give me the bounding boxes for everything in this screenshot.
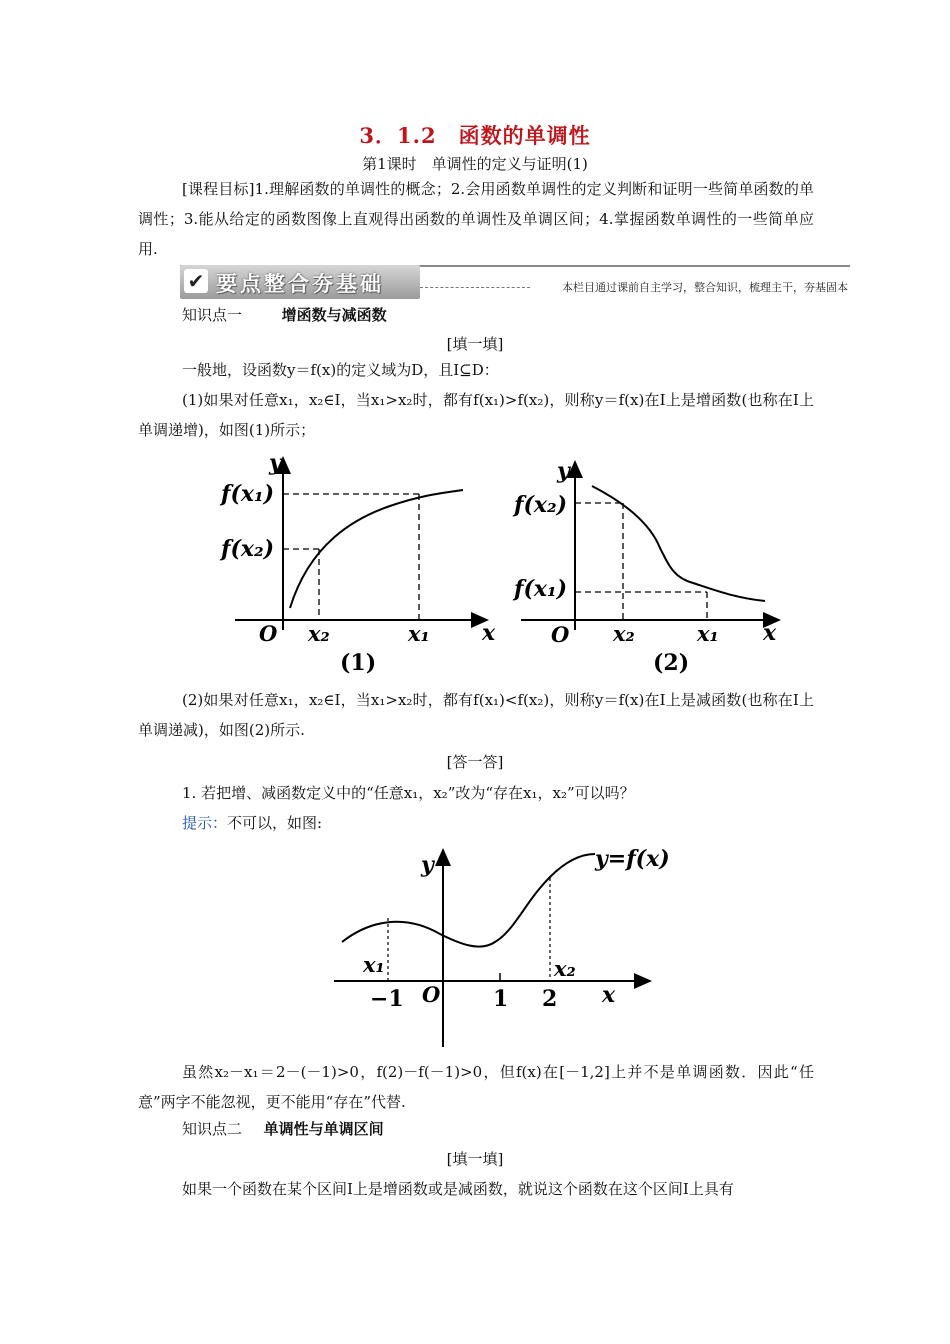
kp1-intro: 一般地，设函数y＝f(x)的定义域为D，且I⊆D：	[182, 361, 499, 379]
graph2-x2: x₂	[613, 621, 635, 646]
graph2-y-label: y	[557, 458, 570, 484]
graph1-caption: (1)	[340, 650, 377, 676]
graph2-x1: x₁	[697, 621, 719, 646]
kp2-fill-tag: [填一填]	[446, 1150, 504, 1168]
graph1-y-label: y	[269, 450, 282, 476]
kp1-fill-tag: [填一填]	[446, 335, 504, 353]
graph1-fx2: f(x₂)	[221, 536, 275, 562]
kp2-heading	[182, 1118, 384, 1139]
banner-dashed-line	[420, 287, 530, 288]
kp1-title: 增函数与减函数	[281, 306, 387, 324]
kp2-label: 知识点二	[182, 1120, 243, 1138]
hint-text: 不可以，如图:	[227, 814, 323, 832]
banner-subtitle: 本栏目通过课前自主学习，整合知识，梳理主干，夯基固本	[562, 281, 848, 294]
qa-tag: [答一答]	[446, 753, 504, 771]
qa-explanation: 虽然x₂－x₁＝2－(－1)>0，f(2)－f(－1)>0，但f(x)在[－1,2]上并不是单调函数．因此“任意”两字不能忽视，更不能用“存在”代替.	[138, 1063, 814, 1111]
graph3-x-label: x	[602, 982, 616, 1008]
section-banner	[180, 265, 850, 301]
graph-increasing	[219, 450, 496, 676]
qa-hint	[138, 808, 814, 838]
qa-question-1: 1. 若把增、减函数定义中的“任意x₁，x₂”改为“存在x₁，x₂”可以吗？	[182, 784, 635, 802]
graph2-origin: O	[551, 622, 570, 647]
monotonic-graphs-figure	[215, 448, 795, 680]
kp1-heading	[182, 304, 387, 325]
counterexample-graph	[330, 842, 670, 1052]
course-objectives	[138, 174, 814, 264]
graph1-x-label: x	[482, 620, 496, 646]
graph3-curve	[342, 854, 595, 947]
objectives-label: [课程目标]	[182, 180, 255, 198]
graph3-origin: O	[422, 982, 441, 1007]
page-subtitle: 第1课时 单调性的定义与证明(1)	[362, 155, 588, 173]
checkmark-icon: ✔	[184, 269, 208, 293]
graph3-x2: x₂	[554, 956, 576, 981]
graph2-x-label: x	[763, 620, 777, 646]
kp1-def-decreasing: (2)如果对任意x₁，x₂∈I，当x₁>x₂时，都有f(x₁)<f(x₂)，则称y＝f(x)在I上是减函数(也称在I上单调递减)，如图(2)所示.	[138, 691, 814, 739]
kp2-text: 如果一个函数在某个区间I上是增函数或是减函数，就说这个函数在这个区间I上具有	[182, 1180, 734, 1198]
graph3-tick-2: 2	[542, 986, 558, 1012]
graph-decreasing	[512, 458, 779, 676]
graph3-y-label: y	[421, 852, 434, 878]
banner-title: 要点整合夯基础	[216, 272, 384, 296]
kp1-label: 知识点一	[182, 306, 243, 324]
graph2-fx1: f(x₁)	[514, 576, 568, 602]
graph1-fx1: f(x₁)	[221, 481, 275, 507]
page-title: 3．1.2 函数的单调性	[359, 123, 591, 148]
graph2-fx2: f(x₂)	[514, 492, 568, 518]
kp1-def-increasing: (1)如果对任意x₁，x₂∈I，当x₁>x₂时，都有f(x₁)>f(x₂)，则称y＝f(x)在I上是增函数(也称在I上单调递增)，如图(1)所示；	[138, 391, 814, 439]
graph1-x2: x₂	[308, 621, 330, 646]
graph1-origin: O	[259, 621, 278, 646]
graph3-tick-1: 1	[493, 986, 509, 1012]
graph1-x1: x₁	[408, 621, 430, 646]
graph3-x1: x₁	[363, 952, 385, 977]
graph3-tick-neg1: −1	[370, 986, 404, 1012]
hint-label: 提示：	[182, 814, 228, 832]
graph2-caption: (2)	[653, 650, 690, 676]
objectives-text: 1.理解函数的单调性的概念；2.会用函数单调性的定义判断和证明一些简单函数的单调性；3.能从给定的函数图像上直观得出函数的单调性及单调区间；4.掌握函数单调性的一些简单应用.	[138, 180, 814, 258]
graph3-curve-label: y=f(x)	[595, 846, 670, 872]
kp2-title: 单调性与单调区间	[263, 1120, 384, 1138]
